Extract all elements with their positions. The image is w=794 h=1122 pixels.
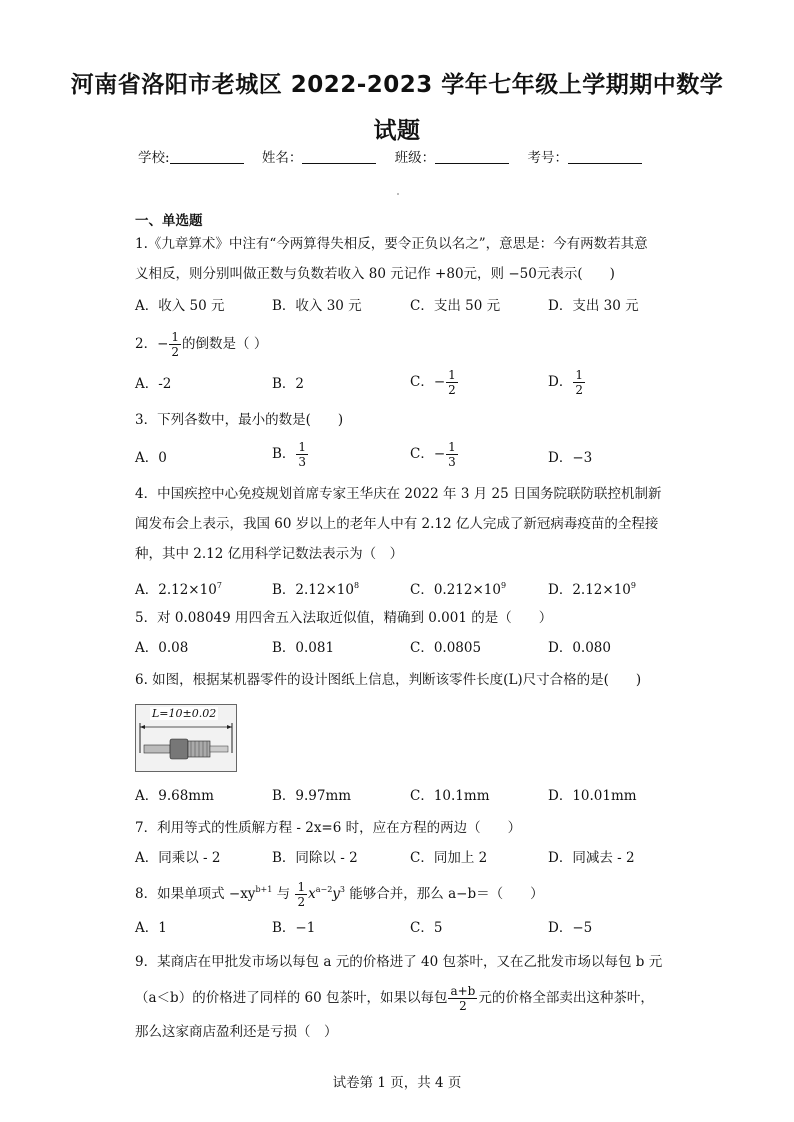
q9-line2-suffix: 元的价格全部卖出这种茶叶， <box>478 990 654 1006</box>
q1-option-b: B．收入 30 元 <box>272 298 362 314</box>
q3-c-num: 1 <box>448 440 456 454</box>
page-footer: 试卷第 1 页，共 4 页 <box>332 1075 462 1091</box>
section-heading: 一、单选题 <box>135 213 203 229</box>
q4-option-a <box>135 576 222 600</box>
q3-c-fraction <box>446 440 458 469</box>
q1-line1: 1.《九章算术》中注有“今两算得失相反，要令正负以名之”，意思是：今有两数若其意 <box>135 236 648 252</box>
q4-a-base: A．2.12×10 <box>135 582 217 598</box>
q7-option-d: D．同减去 - 2 <box>548 850 635 866</box>
number-blank <box>568 149 642 164</box>
q2-suffix: 的倒数是（ ） <box>182 336 268 352</box>
q4-line1: 4．中国疾控中心免疫规划首席专家王华庆在 2022 年 3 月 25 日国务院联防联控机制新 <box>135 486 662 502</box>
q3-c-den: 3 <box>448 455 456 469</box>
class-blank <box>435 149 509 164</box>
class-label: 班级： <box>394 150 436 166</box>
q2-option-a: A．-2 <box>135 376 172 392</box>
q2-fraction <box>169 330 181 359</box>
q5-option-c: C．0.0805 <box>410 640 482 656</box>
q1-option-c: C．支出 50 元 <box>410 298 501 314</box>
q4-d-base: D．2.12×10 <box>548 582 631 598</box>
q3-option-a: A．0 <box>135 450 167 466</box>
page-title: 河南省洛阳市老城区 2022-2023 学年七年级上学期期中数学 <box>70 72 724 98</box>
number-label: 考号： <box>527 150 568 166</box>
q2-option-c <box>410 368 459 397</box>
q8-num: 1 <box>297 880 306 894</box>
q2-c-fraction <box>446 368 458 397</box>
q4-option-c <box>410 576 506 600</box>
q1-option-d: D．支出 30 元 <box>548 298 639 314</box>
q8-mid: 与 <box>272 886 295 902</box>
q3-stem: 3．下列各数中，最小的数是( ) <box>135 412 344 428</box>
q7-stem: 7．利用等式的性质解方程 - 2x=6 时，应在方程的两边（ ） <box>135 820 522 836</box>
q8-option-a: A．1 <box>135 920 167 936</box>
name-label: 姓名： <box>261 150 303 166</box>
q3-c-prefix: C．− <box>410 446 446 462</box>
q9-line2 <box>135 984 675 1013</box>
q3-option-d: D．−3 <box>548 450 593 466</box>
q8-exp1: b+1 <box>255 885 273 894</box>
q7-option-a: A．同乘以 - 2 <box>135 850 221 866</box>
q4-option-d <box>548 576 636 600</box>
q2-num: 1 <box>171 330 180 344</box>
q6-option-a: A．9.68mm <box>135 788 214 804</box>
q8-suffix: 能够合并，那么 a−b＝（ ） <box>345 886 544 902</box>
q2-d-prefix: D． <box>548 374 573 390</box>
q7-option-c: C．同加上 2 <box>410 850 488 866</box>
q6-option-b: B．9.97mm <box>272 788 352 804</box>
q6-stem: 6. 如图，根据某机器零件的设计图纸上信息，判断该零件长度(L)尺寸合格的是( ) <box>135 672 642 688</box>
q5-option-b: B．0.081 <box>272 640 335 656</box>
q3-b-num: 1 <box>298 440 307 454</box>
q4-option-b <box>272 576 359 600</box>
q8-stem <box>135 880 675 909</box>
name-blank <box>302 149 376 164</box>
q3-option-b <box>272 440 309 469</box>
q8-option-d: D．−5 <box>548 920 593 936</box>
q4-a-exp: 7 <box>216 581 222 590</box>
q3-b-prefix: B． <box>272 446 296 462</box>
q4-d-exp: 9 <box>630 581 636 590</box>
q3-option-c <box>410 440 459 469</box>
q9-line1: 9．某商店在甲批发市场以每包 a 元的价格进了 40 包茶叶，又在乙批发市场以每包 b 元 <box>135 954 663 970</box>
q9-den: 2 <box>459 999 467 1013</box>
figure-dimension-label: L=10±0.02 <box>152 707 217 720</box>
q5-stem: 5．对 0.08049 用四舍五入法取近似值，精确到 0.001 的是（ ） <box>135 610 553 626</box>
q2-option-d <box>548 368 586 397</box>
q4-c-base: C．0.212×10 <box>410 582 501 598</box>
q8-fraction <box>295 880 307 909</box>
q2-option-b: B．2 <box>272 376 305 392</box>
q2-den: 2 <box>171 345 180 359</box>
q2-c-num: 1 <box>448 368 456 382</box>
q9-line3: 那么这家商店盈利还是亏损（ ） <box>135 1024 338 1040</box>
q2-d-den: 2 <box>575 383 583 397</box>
q9-fraction <box>448 984 477 1013</box>
machine-part-figure <box>135 704 237 772</box>
q8-y: y <box>332 886 340 902</box>
q2-c-den: 2 <box>448 383 456 397</box>
q2-d-fraction <box>573 368 585 397</box>
student-info-row <box>0 146 794 166</box>
q8-x: x <box>308 886 316 902</box>
q4-c-exp: 9 <box>500 581 507 590</box>
q1-option-a: A．收入 50 元 <box>135 298 225 314</box>
q1-line2: 义相反，则分别叫做正数与负数若收入 80 元记作 +80元，则 −50元表示( ) <box>135 266 615 282</box>
q8-prefix: 8．如果单项式 −xy <box>135 886 256 902</box>
q6-option-c: C．10.1mm <box>410 788 490 804</box>
q4-line3: 种，其中 2.12 亿用科学记数法表示为（ ） <box>135 546 404 562</box>
divider-dot <box>397 193 399 195</box>
q5-option-d: D．0.080 <box>548 640 611 656</box>
q9-line2-prefix: （a＜b）的价格进了同样的 60 包茶叶，如果以每包 <box>135 990 448 1006</box>
q2-stem <box>135 330 675 359</box>
q6-option-d: D．10.01mm <box>548 788 637 804</box>
q2-prefix: 2．− <box>135 336 169 352</box>
school-label: 学校: <box>138 150 170 166</box>
q2-c-prefix: C．− <box>410 374 446 390</box>
q8-option-c: C．5 <box>410 920 443 936</box>
q3-b-den: 3 <box>298 455 307 469</box>
q8-exp3: 3 <box>339 885 346 894</box>
q8-exp2: a−2 <box>315 885 333 894</box>
school-blank <box>170 149 244 164</box>
q5-option-a: A．0.08 <box>135 640 189 656</box>
q4-line2: 闻发布会上表示，我国 60 岁以上的老年人中有 2.12 亿人完成了新冠病毒疫苗的全程接 <box>135 516 659 532</box>
q7-option-b: B．同除以 - 2 <box>272 850 358 866</box>
q2-d-num: 1 <box>575 368 583 382</box>
page-title-line2: 试题 <box>373 118 421 144</box>
q4-b-base: B．2.12×10 <box>272 582 354 598</box>
q4-b-exp: 8 <box>353 581 360 590</box>
q3-b-fraction <box>296 440 308 469</box>
q8-option-b: B．−1 <box>272 920 316 936</box>
q9-num: a+b <box>450 984 476 998</box>
q8-den: 2 <box>297 895 306 909</box>
